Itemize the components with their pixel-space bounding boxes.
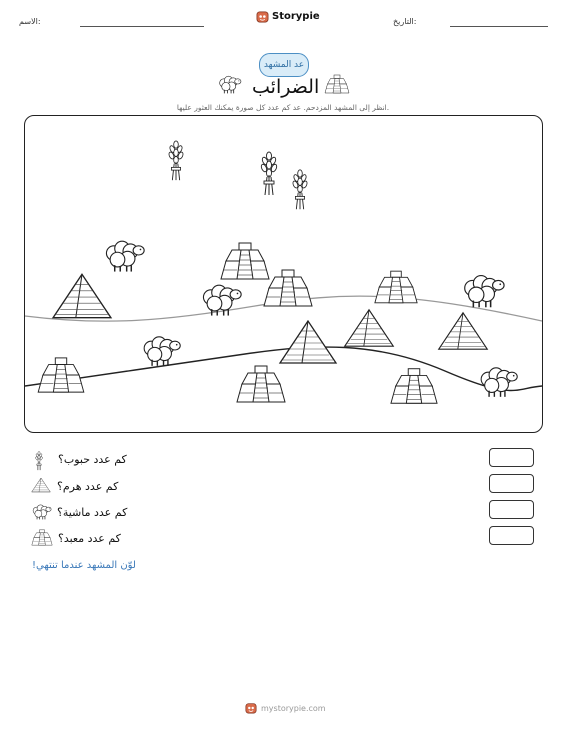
question-text: كم عدد هرم؟ (57, 480, 119, 493)
question-text: كم عدد معبد؟ (58, 532, 121, 545)
storypie-logo (256, 10, 320, 23)
wheat-icon (33, 451, 45, 471)
date-label: التاريخ: (393, 17, 417, 26)
temple-title-icon (324, 74, 350, 94)
name-label: الاسم: (19, 17, 41, 26)
pyramid-icon (280, 321, 336, 363)
question-row (30, 503, 52, 524)
pyramid-icon (439, 313, 488, 349)
date-line[interactable] (450, 26, 548, 27)
front-hill-line (25, 347, 542, 390)
footer-site-text: mystorypie.com (261, 703, 326, 713)
brand-name: Storypie (272, 11, 320, 22)
color-instruction: لوّن المشهد عندما تنتهي! (32, 560, 136, 571)
sheep-icon (465, 276, 504, 308)
instructions: انظر إلى المشهد المزدحم. عد كم عدد كل صورة يمكنك العثور عليها. (176, 103, 390, 112)
sheep-title-icon (216, 74, 242, 94)
question-row (31, 529, 53, 550)
temple-icon (221, 243, 269, 279)
sheep-icon (144, 337, 180, 366)
answer-box-temple[interactable] (489, 526, 534, 545)
page-title: الضرائب (252, 76, 320, 98)
storypie-logo-icon (256, 10, 269, 23)
sheep-icon (106, 241, 144, 271)
question-row (31, 477, 51, 497)
temple-icon (31, 529, 53, 546)
temple-icon (391, 369, 437, 404)
footer-site (245, 702, 326, 714)
answer-box-wheat[interactable] (489, 448, 534, 467)
sheep-icon (481, 368, 517, 397)
answer-box-sheep[interactable] (489, 500, 534, 519)
answer-box-pyramid[interactable] (489, 474, 534, 493)
wheat-icon (292, 170, 308, 209)
temple-icon (237, 366, 285, 402)
question-row (33, 451, 45, 475)
wheat-icon (260, 152, 278, 195)
scene-count-badge: عد المشهد (259, 53, 309, 77)
temple-icon (264, 270, 312, 306)
question-text: كم عدد ماشية؟ (57, 506, 128, 519)
pyramid-icon (345, 310, 394, 346)
pyramid-icon (31, 477, 51, 493)
wheat-icon (168, 141, 184, 180)
temple-icon (375, 271, 417, 303)
storypie-logo-icon (245, 702, 257, 714)
temple-icon (38, 358, 84, 392)
question-text: كم عدد حبوب؟ (58, 453, 127, 466)
counting-scene (24, 115, 543, 433)
name-line[interactable] (80, 26, 204, 27)
sheep-icon (30, 503, 52, 520)
pyramid-icon (53, 274, 111, 317)
